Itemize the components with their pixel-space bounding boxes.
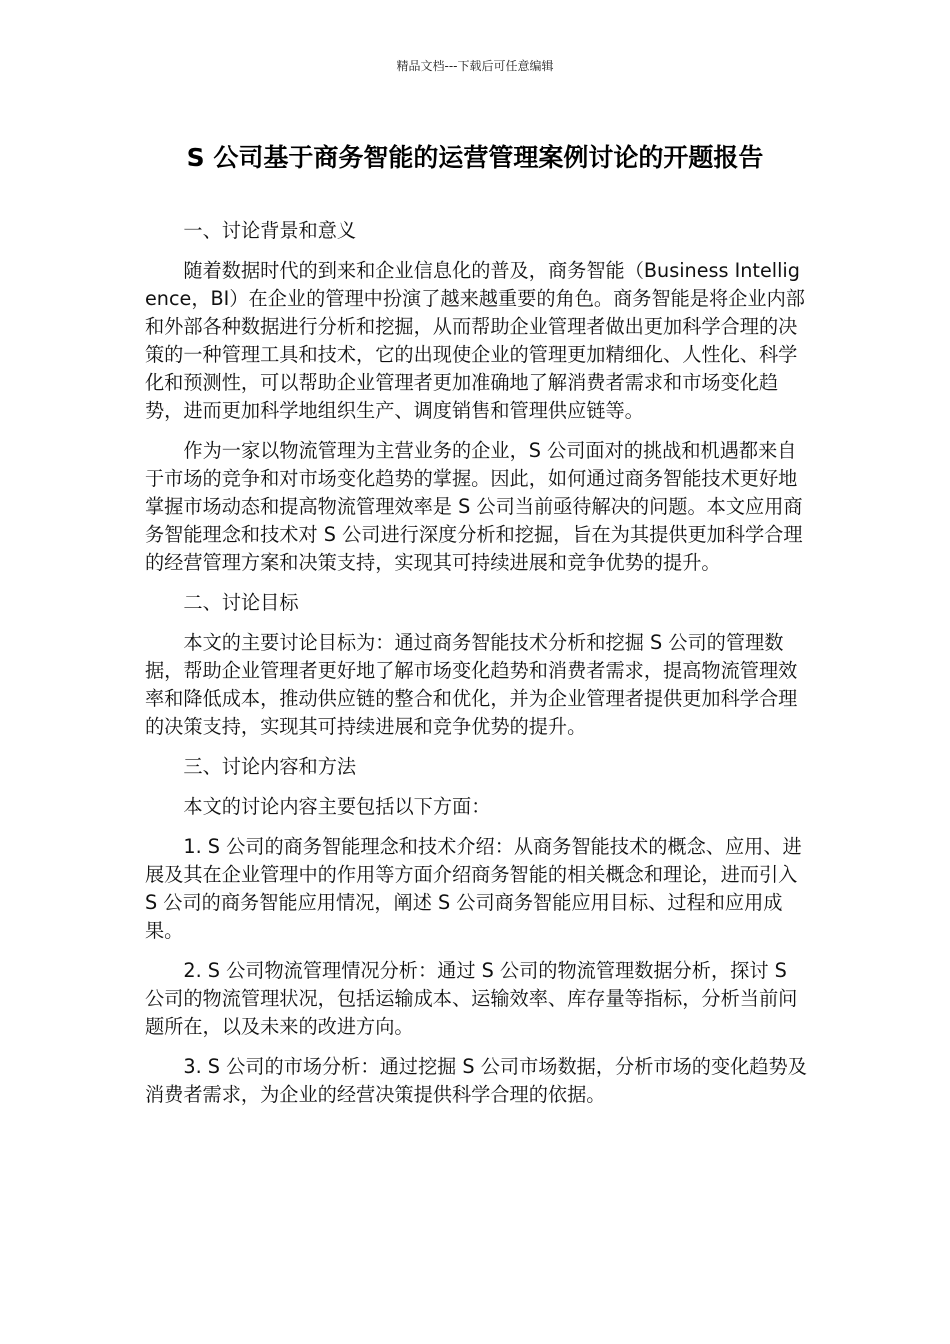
section-heading-background: 一、讨论背景和意义 (183, 219, 357, 242)
paragraph-content-intro: 本文的讨论内容主要包括以下方面： (183, 795, 491, 818)
list-item-2: 2. S 公司物流管理情况分析：通过 S 公司的物流管理数据分析，探讨 S 公司的物流管理状况，包括运输成本、运输效率、库存量等指标，分析当前问题所在，以及未来的改进方向。 (145, 959, 798, 1038)
page-header-note: 精品文档---下载后可任意编辑 (396, 59, 554, 73)
list-item-3: 3. S 公司的市场分析：通过挖掘 S 公司市场数据，分析市场的变化趋势及消费者需求，为企业的经营决策提供科学合理的依据。 (145, 1055, 807, 1106)
paragraph-goals: 本文的主要讨论目标为：通过商务智能技术分析和挖掘 S 公司的管理数据，帮助企业管理者更好地了解市场变化趋势和消费者需求，提高物流管理效率和降低成本，推动供应链的整合和优化，并为企业管理者提供更加科学合理的决策支持，实现其可持续进展和竞争优势的提升。 (145, 631, 798, 738)
list-item-1: 1. S 公司的商务智能理念和技术介绍：从商务智能技术的概念、应用、进展及其在企业管理中的作用等方面介绍商务智能的相关概念和理论，进而引入 S 公司的商务智能应用情况，阐述 S 公司商务智能应用目标、过程和应用成果。 (145, 835, 802, 942)
document-body (145, 217, 807, 1121)
section-heading-content-methods: 三、讨论内容和方法 (183, 755, 357, 778)
paragraph-background-1: 随着数据时代的到来和企业信息化的普及，商务智能（Business Intelligence，BI）在企业的管理中扮演了越来越重要的角色。商务智能是将企业内部和外部各种数据进行分析和挖掘，从而帮助企业管理者做出更加科学合理的决策的一种管理工具和技术，它的出现使企业的管理更加精细化、人性化、科学化和预测性，可以帮助企业管理者更加准确地了解消费者需求和市场变化趋势，进而更加科学地组织生产、调度销售和管理供应链等。 (145, 259, 805, 422)
paragraph-background-2: 作为一家以物流管理为主营业务的企业，S 公司面对的挑战和机遇都来自于市场的竞争和对市场变化趋势的掌握。因此，如何通过商务智能技术更好地掌握市场动态和提高物流管理效率是 S 公司当前亟待解决的问题。本文应用商务智能理念和技术对 S 公司进行深度分析和挖掘，旨在为其提供更加科学合理的经营管理方案和决策支持，实现其可持续进展和竞争优势的提升。 (145, 439, 803, 574)
document-title: S 公司基于商务智能的运营管理案例讨论的开题报告 (186, 143, 764, 172)
section-heading-goals: 二、讨论目标 (183, 591, 299, 614)
